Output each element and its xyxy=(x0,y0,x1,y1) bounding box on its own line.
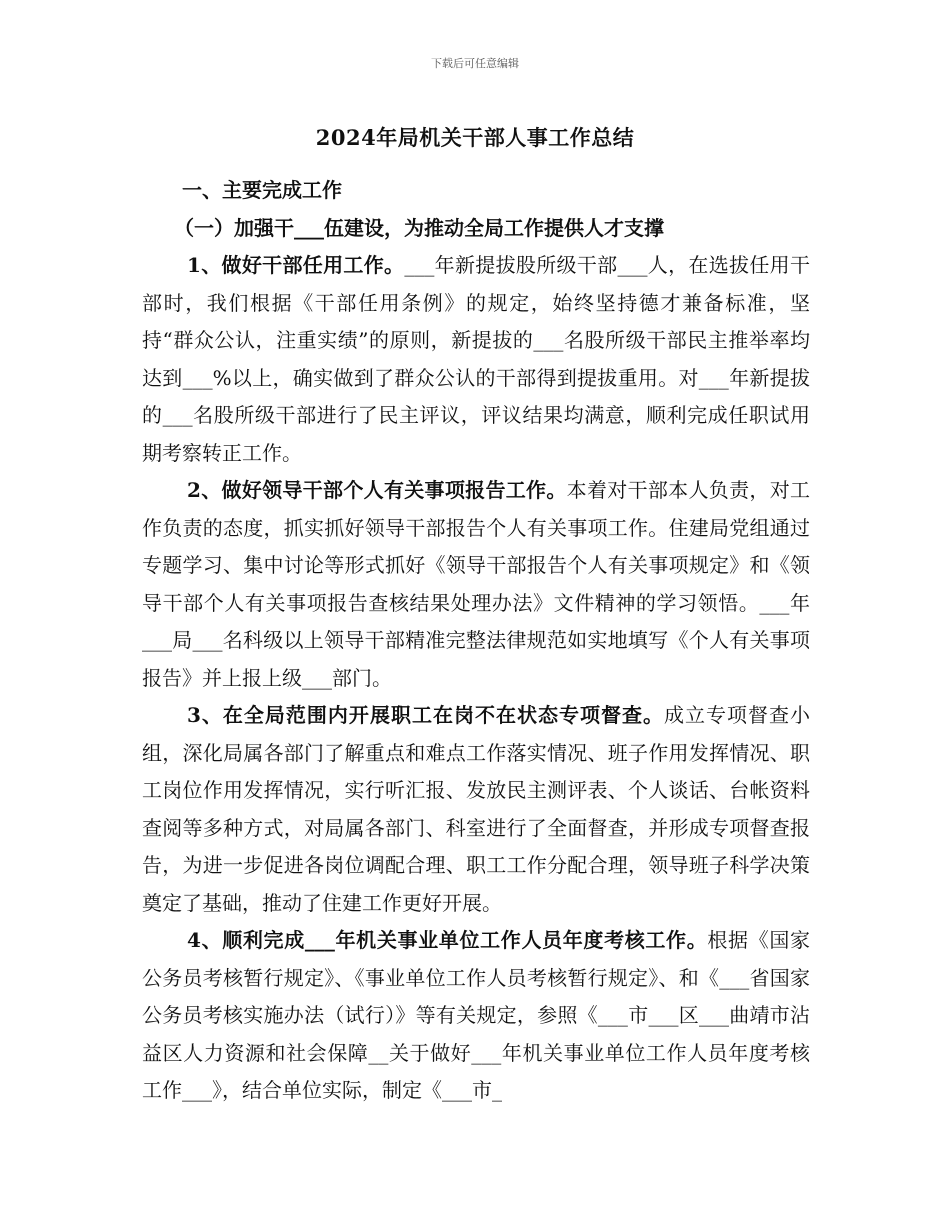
paragraph-1 xyxy=(142,247,810,472)
paragraph-4-heading: 4、顺利完成___年机关事业单位工作人员年度考核工作。 xyxy=(187,928,708,952)
subsection-heading: （一）加强干___伍建设，为推动全局工作提供人才支撑 xyxy=(174,215,664,240)
paragraph-3 xyxy=(142,697,810,922)
paragraph-2-heading: 2、做好领导干部个人有关事项报告工作。 xyxy=(187,478,567,502)
paragraph-3-body: 成立专项督查小组，深化局属各部门了解重点和难点工作落实情况、班子作用发挥情况、职工岗位作用发挥情况，实行听汇报、发放民主测评表、个人谈话、台帐资料查阅等多种方式，对局属各部门、科室进行了全面督查，并形成专项督查报告，为进一步促进各岗位调配合理、职工工作分配合理，领导班子科学决策奠定了基础，推动了住建工作更好开展。 xyxy=(142,703,811,915)
header-note: 下载后可任意编辑 xyxy=(431,57,519,70)
section-heading: 一、主要完成工作 xyxy=(182,178,342,202)
paragraph-1-body: ___年新提拔股所级干部___人，在选拔任用干部时，我们根据《干部任用条例》的规定，始终坚持德才兼备标准，坚持“群众公认，注重实绩”的原则，新提拔的___名股所级干部民主推举率均达到___%以上，确实做到了群众公认的干部得到提拔重用。对___年新提拔的___名股所级干部进行了民主评议，评议结果均满意，顺利完成任职试用期考察转正工作。 xyxy=(142,253,810,465)
document-body xyxy=(142,172,810,1110)
paragraph-1-heading: 1、做好干部任用工作。 xyxy=(187,253,405,277)
paragraph-2 xyxy=(142,472,810,697)
document-title: 2024年局机关干部人事工作总结 xyxy=(315,125,635,150)
paragraph-3-heading: 3、在全局范围内开展职工在岗不在状态专项督查。 xyxy=(187,703,664,727)
paragraph-4 xyxy=(142,922,810,1110)
paragraph-4-body: 根据《国家公务员考核暂行规定》、《事业单位工作人员考核暂行规定》、和《___省国家公务员考核实施办法（试行）》等有关规定，参照《___市___区___曲靖市沾益区人力资源和社会保障__关于做好___年机关事业单位工作人员年度考核工作___》，结合单位实际，制定《___市_ xyxy=(142,928,811,1102)
paragraph-2-body: 本着对干部本人负责，对工作负责的态度，抓实抓好领导干部报告个人有关事项工作。住建局党组通过专题学习、集中讨论等形式抓好《领导干部报告个人有关事项规定》和《领导干部个人有关事项报告查核结果处理办法》文件精神的学习领悟。___年___局___名科级以上领导干部精准完整法律规范如实地填写《个人有关事项报告》并上报上级___部门。 xyxy=(142,478,811,690)
